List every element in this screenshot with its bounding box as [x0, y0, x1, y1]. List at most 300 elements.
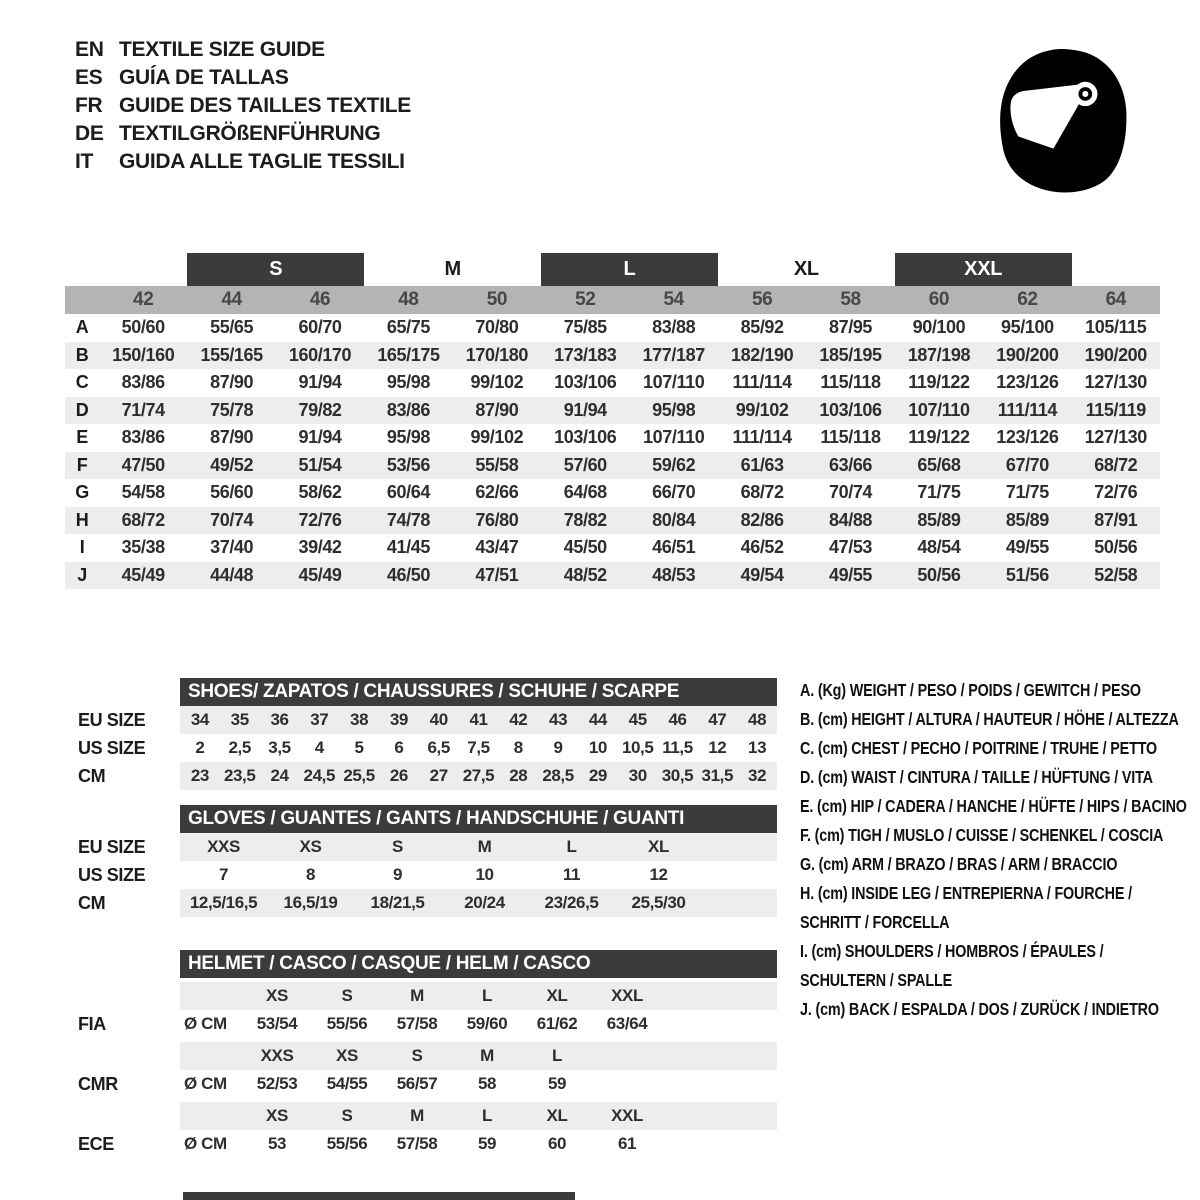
helmet-fia-sizes-value: XL [546, 986, 568, 1005]
shoes-title-text: SHOES/ ZAPATOS / CHAUSSURES / SCHUHE / SCARPE [188, 681, 680, 702]
size-group-xl: XL [793, 258, 819, 280]
measure-value: 35/38 [121, 537, 165, 558]
shoes-section-title [180, 678, 777, 706]
legend-line [800, 676, 1200, 705]
legend-text: B. (cm) HEIGHT / ALTURA / HAUTEUR / HÖHE / ALTEZZA [800, 709, 1179, 729]
language-code: EN [75, 38, 104, 61]
measure-value: 75/78 [210, 399, 254, 420]
legend-text: E. (cm) HIP / CADERA / HANCHE / HÜFTE / HIPS / BACINO [800, 796, 1187, 816]
numeric-size-62: 62 [1017, 289, 1038, 310]
gloves-eu-value: XXS [207, 837, 240, 856]
helmet-cmr-value: 59 [547, 1074, 567, 1093]
measure-value: 150/160 [112, 344, 175, 365]
gloves-cm-row [65, 889, 777, 917]
measure-value: 68/72 [740, 482, 784, 503]
measure-value: 111/114 [997, 399, 1058, 420]
shoes-cm-value: 23 [190, 766, 209, 785]
measure-value: 50/56 [917, 564, 961, 585]
row-letter: H [75, 509, 89, 530]
numeric-size-64: 64 [1105, 289, 1126, 310]
gloves-us-value: 11 [562, 865, 581, 884]
measure-value: 59/62 [652, 454, 696, 475]
shoes-cm-value: 23,5 [223, 766, 256, 785]
row-letter: F [76, 454, 88, 475]
size-group-s: S [187, 253, 364, 286]
measure-value: 49/55 [829, 564, 873, 585]
diameter-label [180, 1042, 242, 1070]
legend-line [800, 995, 1200, 1024]
helmet-cmr-sizes-value [592, 1042, 662, 1070]
measure-value: 64/68 [563, 482, 607, 503]
helmet-fia-value: 55/56 [326, 1014, 368, 1033]
measure-value: 105/115 [1085, 317, 1147, 338]
shoes-eu-value: 45 [628, 710, 647, 729]
legend-line [800, 850, 1200, 879]
gloves-cm-value: 25,5/30 [631, 893, 686, 912]
row-letter: I [79, 537, 85, 558]
shoes-us-value: 13 [748, 738, 767, 757]
visor-pivot-center [1082, 91, 1088, 97]
gloves-us-row [65, 861, 777, 889]
shoes-us-value: 4 [314, 738, 324, 757]
shoes-us-value: 10,5 [621, 738, 654, 757]
language-row [75, 120, 411, 148]
helmet-cmr-sizes-value: M [480, 1046, 494, 1065]
measure-value: 47/53 [829, 537, 873, 558]
shoes-cm-values [180, 762, 777, 790]
size-group-xxl: XXL [895, 253, 1072, 286]
shoes-eu-value: 40 [429, 710, 448, 729]
shoes-eu-value: 43 [549, 710, 568, 729]
measure-value: 111/114 [732, 372, 792, 393]
measure-value: 45/49 [298, 564, 342, 585]
helmet-ece-sizes-value: XL [546, 1106, 568, 1125]
shoes-us-value: 7,5 [467, 738, 490, 757]
measure-value: 190/200 [1084, 344, 1147, 365]
measure-value: 170/180 [465, 344, 528, 365]
measure-value: 155/165 [200, 344, 263, 365]
measure-value: 82/86 [740, 509, 784, 530]
measure-row-f [65, 452, 1160, 480]
measure-value: 72/76 [298, 509, 342, 530]
measure-value: 50/60 [121, 317, 165, 338]
legend-line [800, 937, 1200, 966]
row-letter: E [76, 427, 88, 448]
gloves-cm-values [180, 889, 777, 917]
shoes-cm-value: 24 [270, 766, 289, 785]
shoes-cm-value: 28 [509, 766, 528, 785]
legend-text: G. (cm) ARM / BRAZO / BRAS / ARM / BRACCIO [800, 854, 1118, 874]
legend-line [800, 879, 1200, 908]
helmet-fia-sizes-value: L [482, 986, 492, 1005]
helmet-fia-sizes-row [65, 982, 777, 1010]
measure-value: 83/86 [121, 427, 165, 448]
measure-value: 160/170 [288, 344, 352, 365]
measure-value: 65/75 [386, 317, 430, 338]
helmet-cmr-sizes-value: XXS [260, 1046, 294, 1065]
helmet-ece-sizes-value: XXL [611, 1106, 643, 1125]
helmet-cmr-value: 58 [477, 1074, 497, 1093]
measure-value: 83/86 [121, 372, 165, 393]
measure-value: 37/40 [210, 537, 254, 558]
measure-value: 45/49 [121, 564, 165, 585]
helmet-cmr-value [592, 1070, 662, 1098]
shoes-us-value: 10 [588, 738, 607, 757]
measure-value: 65/68 [917, 454, 961, 475]
measure-value: 123/126 [996, 372, 1059, 393]
language-row [75, 92, 411, 120]
gloves-us-value: 10 [475, 865, 494, 884]
measure-value: 44/48 [210, 564, 254, 585]
helmet-cmr-values [180, 1070, 777, 1098]
size-group-l: L [541, 253, 718, 286]
measure-value: 91/94 [563, 399, 607, 420]
shoes-cm-value: 32 [748, 766, 767, 785]
measure-value: 55/58 [475, 454, 519, 475]
measure-value: 111/114 [732, 427, 792, 448]
measure-value: 87/90 [475, 399, 519, 420]
measure-value: 95/100 [1001, 317, 1054, 338]
legend-line [800, 734, 1200, 763]
shoes-us-label: US SIZE [78, 737, 146, 758]
shoes-eu-value: 48 [748, 710, 767, 729]
legend-text: SCHRITT / FORCELLA [800, 912, 950, 932]
measure-value: 48/53 [652, 564, 696, 585]
numeric-size-44: 44 [221, 289, 242, 310]
measure-value: 99/102 [470, 372, 524, 393]
language-title: TEXTILGRÖßENFÜHRUNG [119, 122, 381, 145]
helmet-fia-sizes-value: XXL [611, 986, 643, 1005]
measure-value: 74/78 [386, 509, 430, 530]
measure-value: 107/110 [643, 372, 705, 393]
gloves-us-value: 8 [305, 865, 316, 884]
row-letter: B [75, 344, 89, 365]
shoes-cm-value: 28,5 [542, 766, 574, 785]
language-code: IT [75, 150, 94, 173]
measure-value: 71/75 [1005, 482, 1049, 503]
helmet-cmr-sizes-value: L [552, 1046, 562, 1065]
language-title: TEXTILE SIZE GUIDE [119, 38, 325, 61]
measure-value: 91/94 [298, 372, 342, 393]
measure-value: 103/106 [554, 372, 617, 393]
measure-value: 119/122 [908, 372, 970, 393]
measure-value: 91/94 [298, 427, 342, 448]
measure-value: 85/92 [740, 317, 784, 338]
measure-value: 185/195 [819, 344, 882, 365]
shoes-us-value: 2 [195, 738, 205, 757]
helmet-cmr-row [65, 1070, 777, 1098]
helmet-fia-value: 59/60 [466, 1014, 508, 1033]
measure-value: 68/72 [121, 509, 165, 530]
measure-value: 85/89 [1005, 509, 1049, 530]
shoes-eu-value: 34 [190, 710, 209, 729]
shoes-cm-value: 31,5 [701, 766, 734, 785]
numeric-size-42: 42 [133, 289, 154, 310]
helmet-ece-value: 53 [267, 1134, 287, 1153]
gloves-eu-value: XL [648, 837, 669, 856]
row-letter: G [75, 482, 89, 503]
measure-value: 45/50 [563, 537, 607, 558]
measure-value: 78/82 [563, 509, 607, 530]
measure-value: 115/119 [1085, 399, 1146, 420]
measure-value: 87/91 [1094, 509, 1138, 530]
legend-text: A. (Kg) WEIGHT / PESO / POIDS / GEWITCH / PESO [800, 680, 1141, 700]
measure-value: 48/54 [917, 537, 961, 558]
measure-value: 103/106 [554, 427, 617, 448]
helmet-ece-value: 60 [547, 1134, 567, 1153]
helmet-fia-sizes-values [180, 982, 777, 1010]
helmet-ece-sizes-value: XS [266, 1106, 288, 1125]
helmet-fia-value: 57/58 [396, 1014, 438, 1033]
measure-value: 79/82 [298, 399, 342, 420]
measure-value: 119/122 [908, 427, 970, 448]
legend-line [800, 705, 1200, 734]
measure-value: 71/75 [917, 482, 961, 503]
shoes-cm-value: 26 [389, 766, 408, 785]
measure-value: 187/198 [907, 344, 971, 365]
measure-row-e [65, 424, 1160, 452]
measure-value: 49/55 [1005, 537, 1049, 558]
shoes-us-value: 12 [708, 738, 727, 757]
measurement-legend [800, 676, 1200, 1024]
row-letter: C [75, 372, 89, 393]
diameter-label [180, 1102, 242, 1130]
measure-value: 72/76 [1094, 482, 1138, 503]
gloves-eu-label: EU SIZE [78, 836, 146, 857]
shoes-eu-label: EU SIZE [78, 709, 146, 730]
helmet-ece-label: ECE [78, 1133, 114, 1154]
measure-value: 39/42 [298, 537, 342, 558]
helmet-ece-value: 59 [477, 1134, 497, 1153]
helmet-fia-sizes-label [65, 982, 180, 1010]
gloves-us-label: US SIZE [78, 864, 146, 885]
helmet-fia-sizes-value: S [341, 986, 353, 1005]
legend-text: H. (cm) INSIDE LEG / ENTREPIERNA / FOURCHE / [800, 883, 1132, 903]
measure-value: 57/60 [563, 454, 607, 475]
helmet-cmr-value: 52/53 [256, 1074, 298, 1093]
shoes-eu-value: 42 [509, 710, 528, 729]
gloves-eu-row [65, 833, 777, 861]
measure-value: 173/183 [554, 344, 617, 365]
helmet-cmr-sizes-value: S [411, 1046, 423, 1065]
measure-value: 190/200 [996, 344, 1059, 365]
measure-row-h [65, 507, 1160, 535]
legend-line [800, 792, 1200, 821]
measure-value: 47/50 [121, 454, 165, 475]
language-row [75, 36, 411, 64]
gloves-us-value: 12 [649, 865, 668, 884]
measure-value: 41/45 [386, 537, 430, 558]
gloves-eu-value: S [392, 837, 403, 856]
helmet-fia-label: FIA [78, 1013, 106, 1034]
shoes-eu-value: 39 [389, 710, 408, 729]
shoes-us-value: 11,5 [662, 738, 693, 757]
shoes-eu-value: 37 [310, 710, 329, 729]
measure-value: 107/110 [908, 399, 970, 420]
measure-value: 50/56 [1094, 537, 1138, 558]
shoes-cm-value: 27,5 [462, 766, 495, 785]
helmet-cmr-sizes-label [65, 1042, 180, 1070]
gloves-cm-value: 16,5/19 [283, 893, 338, 912]
shoes-eu-value: 38 [350, 710, 369, 729]
measure-value: 127/130 [1084, 372, 1147, 393]
measure-value: 71/74 [121, 399, 165, 420]
measure-value: 56/60 [210, 482, 254, 503]
legend-text: F. (cm) TIGH / MUSLO / CUISSE / SCHENKEL / COSCIA [800, 825, 1164, 845]
language-row [75, 148, 411, 176]
gloves-us-values [180, 861, 777, 889]
gloves-us-value: 9 [392, 865, 403, 884]
measure-value: 49/52 [210, 454, 254, 475]
racing-helmet-icon [985, 36, 1137, 196]
measure-row-j [65, 562, 1160, 590]
numeric-size-48: 48 [398, 289, 419, 310]
measure-value: 84/88 [829, 509, 873, 530]
measure-value: 46/52 [740, 537, 784, 558]
legend-text: J. (cm) BACK / ESPALDA / DOS / ZURÜCK / INDIETRO [800, 999, 1159, 1019]
helmet-fia-sizes-value: XS [266, 986, 288, 1005]
measure-value: 70/74 [829, 482, 873, 503]
numeric-size-54: 54 [663, 289, 684, 310]
legend-line [800, 908, 1200, 937]
language-code: DE [75, 122, 104, 145]
diameter-label [180, 982, 242, 1010]
helmet-ece-row [65, 1130, 777, 1158]
gloves-eu-value: L [566, 837, 577, 856]
numeric-size-58: 58 [840, 289, 861, 310]
helmet-ece-value: 61 [617, 1134, 637, 1153]
measure-value: 70/80 [475, 317, 519, 338]
measure-value: 87/95 [829, 317, 873, 338]
shoes-us-values [180, 734, 777, 762]
measure-value: 115/118 [820, 427, 881, 448]
measure-value: 51/56 [1005, 564, 1049, 585]
numeric-size-52: 52 [575, 289, 596, 310]
measure-value: 53/56 [386, 454, 430, 475]
measure-value: 107/110 [643, 427, 705, 448]
gloves-cm-value: 20/24 [464, 893, 505, 912]
measure-value: 99/102 [735, 399, 789, 420]
measure-rows [65, 314, 1160, 589]
measure-value: 46/50 [386, 564, 430, 585]
helmet-cmr-label: CMR [78, 1073, 118, 1094]
measure-value: 85/89 [917, 509, 961, 530]
legend-line [800, 763, 1200, 792]
measure-row-a [65, 314, 1160, 342]
shoes-cm-value: 24,5 [303, 766, 336, 785]
diameter-label: Ø CM [184, 1014, 227, 1033]
helmet-section-title [180, 950, 777, 978]
helmet-fia-value: 63/64 [606, 1014, 648, 1033]
measure-value: 62/66 [475, 482, 519, 503]
measure-value: 75/85 [563, 317, 607, 338]
measure-value: 54/58 [121, 482, 165, 503]
helmet-title-text: HELMET / CASCO / CASQUE / HELM / CASCO [188, 953, 591, 974]
shoes-cm-label: CM [78, 765, 106, 786]
shoes-eu-value: 44 [588, 710, 607, 729]
measure-row-d [65, 397, 1160, 425]
gloves-cm-value: 12,5/16,5 [189, 893, 258, 912]
helmet-cmr-sizes-value: XS [336, 1046, 358, 1065]
measure-value: 95/98 [386, 372, 430, 393]
legend-line [800, 966, 1200, 995]
numeric-size-60: 60 [928, 289, 950, 310]
shoes-eu-values [180, 706, 777, 734]
shoes-us-value: 2,5 [228, 738, 251, 757]
shoes-us-value: 8 [513, 738, 523, 757]
measure-value: 99/102 [470, 427, 524, 448]
numeric-size-56: 56 [751, 289, 773, 310]
helmet-cmr-value: 56/57 [396, 1074, 438, 1093]
gloves-us-value: 7 [218, 865, 229, 884]
helmet-ece-sizes-value: M [410, 1106, 424, 1125]
gloves-eu-value: XS [299, 837, 322, 856]
gloves-cm-label: CM [78, 892, 106, 913]
measure-value: 48/52 [563, 564, 607, 585]
band-corner [65, 286, 99, 314]
measure-value: 182/190 [730, 344, 794, 365]
shoes-eu-value: 46 [668, 710, 687, 729]
shoes-cm-value: 27 [429, 766, 448, 785]
measure-value: 49/54 [740, 564, 784, 585]
size-group-m: M [444, 258, 461, 280]
helmet-fia-values [180, 1010, 777, 1038]
helmet-ece-value: 55/56 [326, 1134, 368, 1153]
measure-value: 47/51 [475, 564, 519, 585]
language-title: GUIDA ALLE TAGLIE TESSILI [119, 150, 405, 173]
measure-row-i [65, 534, 1160, 562]
legend-text: D. (cm) WAIST / CINTURA / TAILLE / HÜFTUNG / VITA [800, 767, 1153, 787]
shoes-eu-row [65, 706, 777, 734]
measure-value: 58/62 [298, 482, 342, 503]
measure-value: 76/80 [475, 509, 519, 530]
measure-value: 95/98 [386, 427, 430, 448]
gloves-eu-value: M [477, 837, 492, 856]
measure-value: 87/90 [210, 372, 254, 393]
shoes-cm-value: 30 [628, 766, 647, 785]
measure-value: 80/84 [652, 509, 696, 530]
helmet-cmr-sizes-values [180, 1042, 777, 1070]
gloves-cm-value: 18/21,5 [370, 893, 425, 912]
measure-row-c [65, 369, 1160, 397]
measure-value: 52/58 [1094, 564, 1138, 585]
measure-value: 43/47 [475, 537, 519, 558]
shoes-eu-value: 36 [270, 710, 289, 729]
language-title: GUÍA DE TALLAS [119, 66, 289, 89]
legend-text: C. (cm) CHEST / PECHO / POITRINE / TRUHE / PETTO [800, 738, 1158, 758]
gloves-cm-value: 23/26,5 [544, 893, 599, 912]
helmet-cmr-value: 54/55 [326, 1074, 368, 1093]
helmet-ece-sizes-values [180, 1102, 777, 1130]
shoes-eu-value: 41 [469, 710, 488, 729]
measure-value: 87/90 [210, 427, 254, 448]
apparel-size-table [65, 253, 1160, 589]
row-letter: A [75, 317, 89, 338]
measure-row-g [65, 479, 1160, 507]
helmet-ece-sizes-row [65, 1102, 777, 1130]
numeric-size-46: 46 [309, 289, 331, 310]
measure-value: 103/106 [819, 399, 882, 420]
measure-row-b [65, 342, 1160, 370]
measure-value: 63/66 [829, 454, 873, 475]
measure-value: 67/70 [1005, 454, 1049, 475]
measure-value: 70/74 [210, 509, 254, 530]
measure-value: 165/175 [377, 344, 440, 365]
measure-value: 60/70 [298, 317, 342, 338]
measure-value: 83/88 [652, 317, 696, 338]
measure-value: 177/187 [642, 344, 705, 365]
row-letter: D [75, 399, 89, 420]
